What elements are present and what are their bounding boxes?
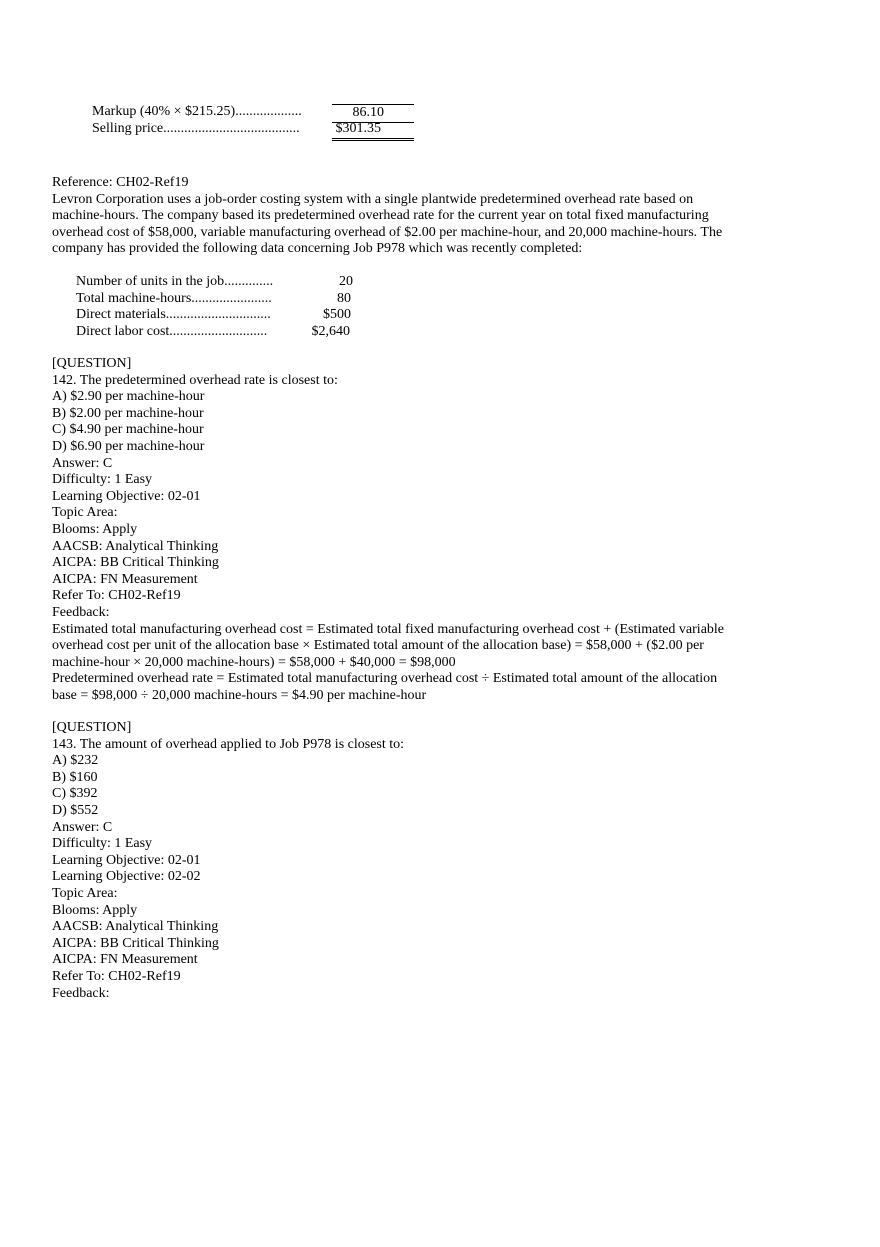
answer-option: D) $552 bbox=[52, 802, 99, 818]
feedback-text: Estimated total manufacturing overhead cost = Estimated total fixed manufacturing overhead cost + (Estimated variable bbox=[52, 621, 725, 637]
difficulty: Difficulty: 1 Easy bbox=[52, 836, 153, 852]
blooms: Blooms: Apply bbox=[52, 521, 138, 537]
refer-to: Refer To: CH02-Ref19 bbox=[52, 588, 181, 604]
selling-price-value: $301.35 bbox=[332, 121, 414, 141]
job-data-label: Number of units in the job.............. bbox=[76, 274, 274, 289]
learning-objective: Learning Objective: 02-01 bbox=[52, 488, 201, 504]
question-142 bbox=[52, 356, 752, 704]
markup-label: Markup (40% × $215.25)................... bbox=[92, 104, 302, 119]
aicpa: AICPA: BB Critical Thinking bbox=[52, 555, 219, 571]
reference-title: Reference: CH02-Ref19 bbox=[52, 175, 189, 190]
reference-line: overhead cost of $58,000, variable manufacturing overhead of $2.00 per machine-hour, and 20,000 machine-hours. The bbox=[52, 224, 723, 240]
question-143 bbox=[52, 720, 752, 1002]
job-data-value: $500 bbox=[323, 307, 351, 322]
answer-option: B) $160 bbox=[52, 769, 98, 785]
selling-price-label: Selling price....................................... bbox=[92, 121, 300, 136]
question-stem: 142. The predetermined overhead rate is closest to: bbox=[52, 372, 338, 388]
markup-value: 86.10 bbox=[332, 104, 414, 123]
job-data-label: Direct labor cost............................ bbox=[76, 323, 268, 339]
feedback-label: Feedback: bbox=[52, 985, 110, 1001]
topic-area: Topic Area: bbox=[52, 505, 118, 521]
answer-option: A) $2.90 per machine-hour bbox=[52, 389, 205, 405]
refer-to: Refer To: CH02-Ref19 bbox=[52, 968, 181, 984]
question-stem: 143. The amount of overhead applied to Job P978 is closest to: bbox=[52, 736, 405, 752]
aicpa: AICPA: BB Critical Thinking bbox=[52, 935, 219, 951]
feedback-text: overhead cost per unit of the allocation base × Estimated total amount of the allocation base) = $58,000 + ($2.00 per bbox=[52, 638, 704, 654]
feedback-label: Feedback: bbox=[52, 604, 110, 620]
answer-key: Answer: C bbox=[52, 819, 113, 835]
answer-option: B) $2.00 per machine-hour bbox=[52, 405, 204, 421]
feedback-text: Predetermined overhead rate = Estimated total manufacturing overhead cost ÷ Estimated total amount of the allocation bbox=[52, 671, 718, 687]
feedback-text: machine-hour × 20,000 machine-hours) = $58,000 + $40,000 = $98,000 bbox=[52, 654, 456, 670]
answer-option: A) $232 bbox=[52, 753, 99, 769]
learning-objective: Learning Objective: 02-02 bbox=[52, 869, 201, 885]
blooms: Blooms: Apply bbox=[52, 902, 138, 918]
reference-line: company has provided the following data concerning Job P978 which was recently completed: bbox=[52, 241, 583, 257]
difficulty: Difficulty: 1 Easy bbox=[52, 472, 153, 488]
question-marker: [QUESTION] bbox=[52, 356, 132, 371]
aicpa: AICPA: FN Measurement bbox=[52, 571, 198, 587]
reference-line: machine-hours. The company based its predetermined overhead rate for the current year on total fixed manufacturing bbox=[52, 208, 709, 224]
answer-option: D) $6.90 per machine-hour bbox=[52, 438, 205, 454]
job-data-value: 20 bbox=[339, 274, 353, 289]
topic-area: Topic Area: bbox=[52, 885, 118, 901]
aacsb: AACSB: Analytical Thinking bbox=[52, 919, 219, 935]
job-data-value: 80 bbox=[337, 290, 351, 306]
learning-objective: Learning Objective: 02-01 bbox=[52, 852, 201, 868]
reference-line: Levron Corporation uses a job-order costing system with a single plantwide predetermined overhead rate based on bbox=[52, 191, 694, 207]
reference-block bbox=[52, 175, 752, 258]
aacsb: AACSB: Analytical Thinking bbox=[52, 538, 219, 554]
answer-key: Answer: C bbox=[52, 455, 113, 471]
feedback-text: base = $98,000 ÷ 20,000 machine-hours = $4.90 per machine-hour bbox=[52, 687, 427, 703]
job-data-label: Total machine-hours....................... bbox=[76, 290, 272, 306]
question-marker: [QUESTION] bbox=[52, 720, 132, 735]
job-data-label: Direct materials.............................. bbox=[76, 307, 271, 322]
aicpa: AICPA: FN Measurement bbox=[52, 952, 198, 968]
job-data-value: $2,640 bbox=[311, 323, 350, 339]
answer-option: C) $392 bbox=[52, 786, 98, 802]
answer-option: C) $4.90 per machine-hour bbox=[52, 422, 204, 438]
